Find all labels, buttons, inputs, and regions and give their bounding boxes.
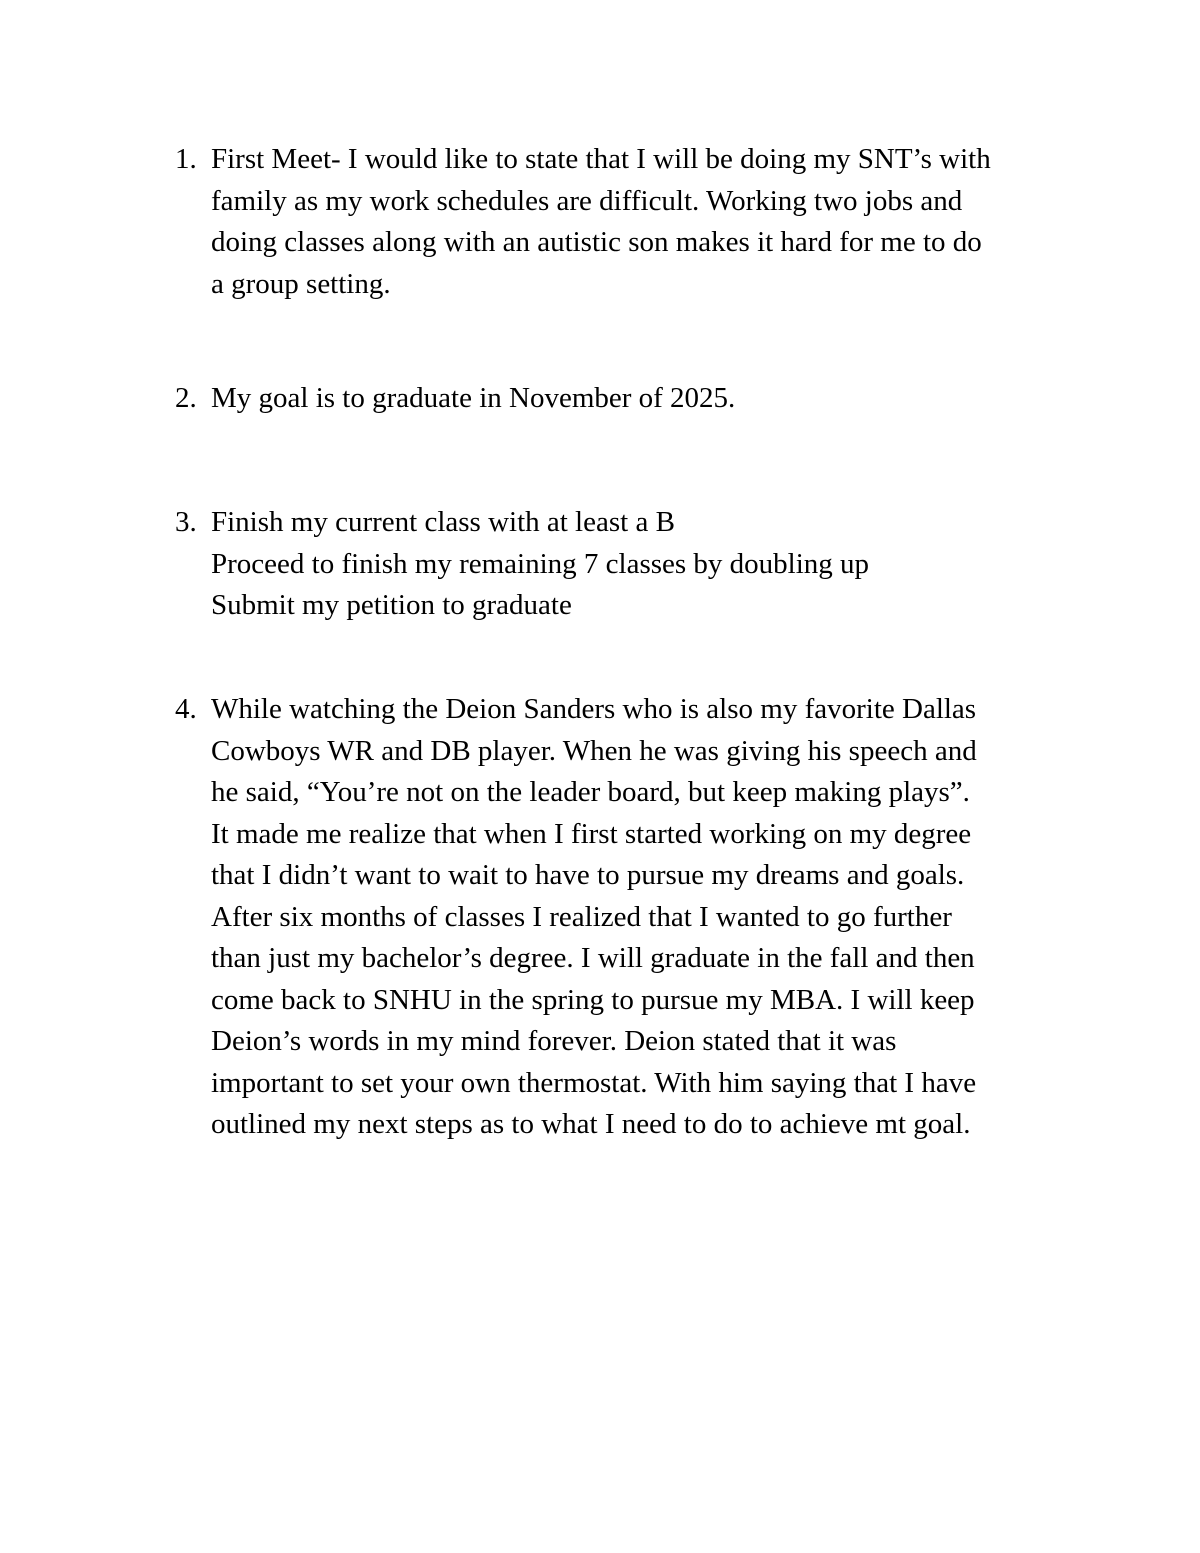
text-line: After six months of classes I realized that I wanted to go further xyxy=(211,900,952,933)
text-line: Proceed to finish my remaining 7 classes by doubling up xyxy=(211,547,870,580)
text-line: than just my bachelor’s degree. I will graduate in the fall and then xyxy=(211,942,975,974)
text-line: Finish my current class with at least a B xyxy=(211,506,675,538)
text-line: Cowboys WR and DB player. When he was giving his speech and xyxy=(211,734,977,767)
text-line: My goal is to graduate in November of 2025. xyxy=(211,382,736,414)
text-line: doing classes along with an autistic son makes it hard for me to do xyxy=(211,226,982,258)
text-line: come back to SNHU in the spring to pursue my MBA. I will keep xyxy=(211,983,975,1016)
list-number: 1. xyxy=(175,143,197,175)
list-item-text xyxy=(211,502,869,627)
text-line: First Meet- I would like to state that I will be doing my SNT’s with xyxy=(211,143,991,175)
list-item-text xyxy=(211,689,977,1146)
text-line: Deion’s words in my mind forever. Deion stated that it was xyxy=(211,1025,897,1057)
list-item-text xyxy=(211,378,735,420)
list-item-text xyxy=(211,139,991,305)
text-line: Submit my petition to graduate xyxy=(211,589,572,621)
text-line: While watching the Deion Sanders who is also my favorite Dallas xyxy=(211,693,977,725)
text-line: outlined my next steps as to what I need to do to achieve mt goal. xyxy=(211,1108,971,1140)
text-line: It made me realize that when I first started working on my degree xyxy=(211,817,972,850)
text-line: that I didn’t want to wait to have to pursue my dreams and goals. xyxy=(211,859,965,891)
list-number: 3. xyxy=(175,506,197,538)
text-line: important to set your own thermostat. With him saying that I have xyxy=(211,1066,977,1099)
list-number: 4. xyxy=(175,693,197,725)
text-line: a group setting. xyxy=(211,267,391,300)
list-number: 2. xyxy=(175,382,197,414)
text-line: family as my work schedules are difficult. Working two jobs and xyxy=(211,184,963,217)
text-line: he said, “You’re not on the leader board, but keep making plays”. xyxy=(211,776,970,808)
